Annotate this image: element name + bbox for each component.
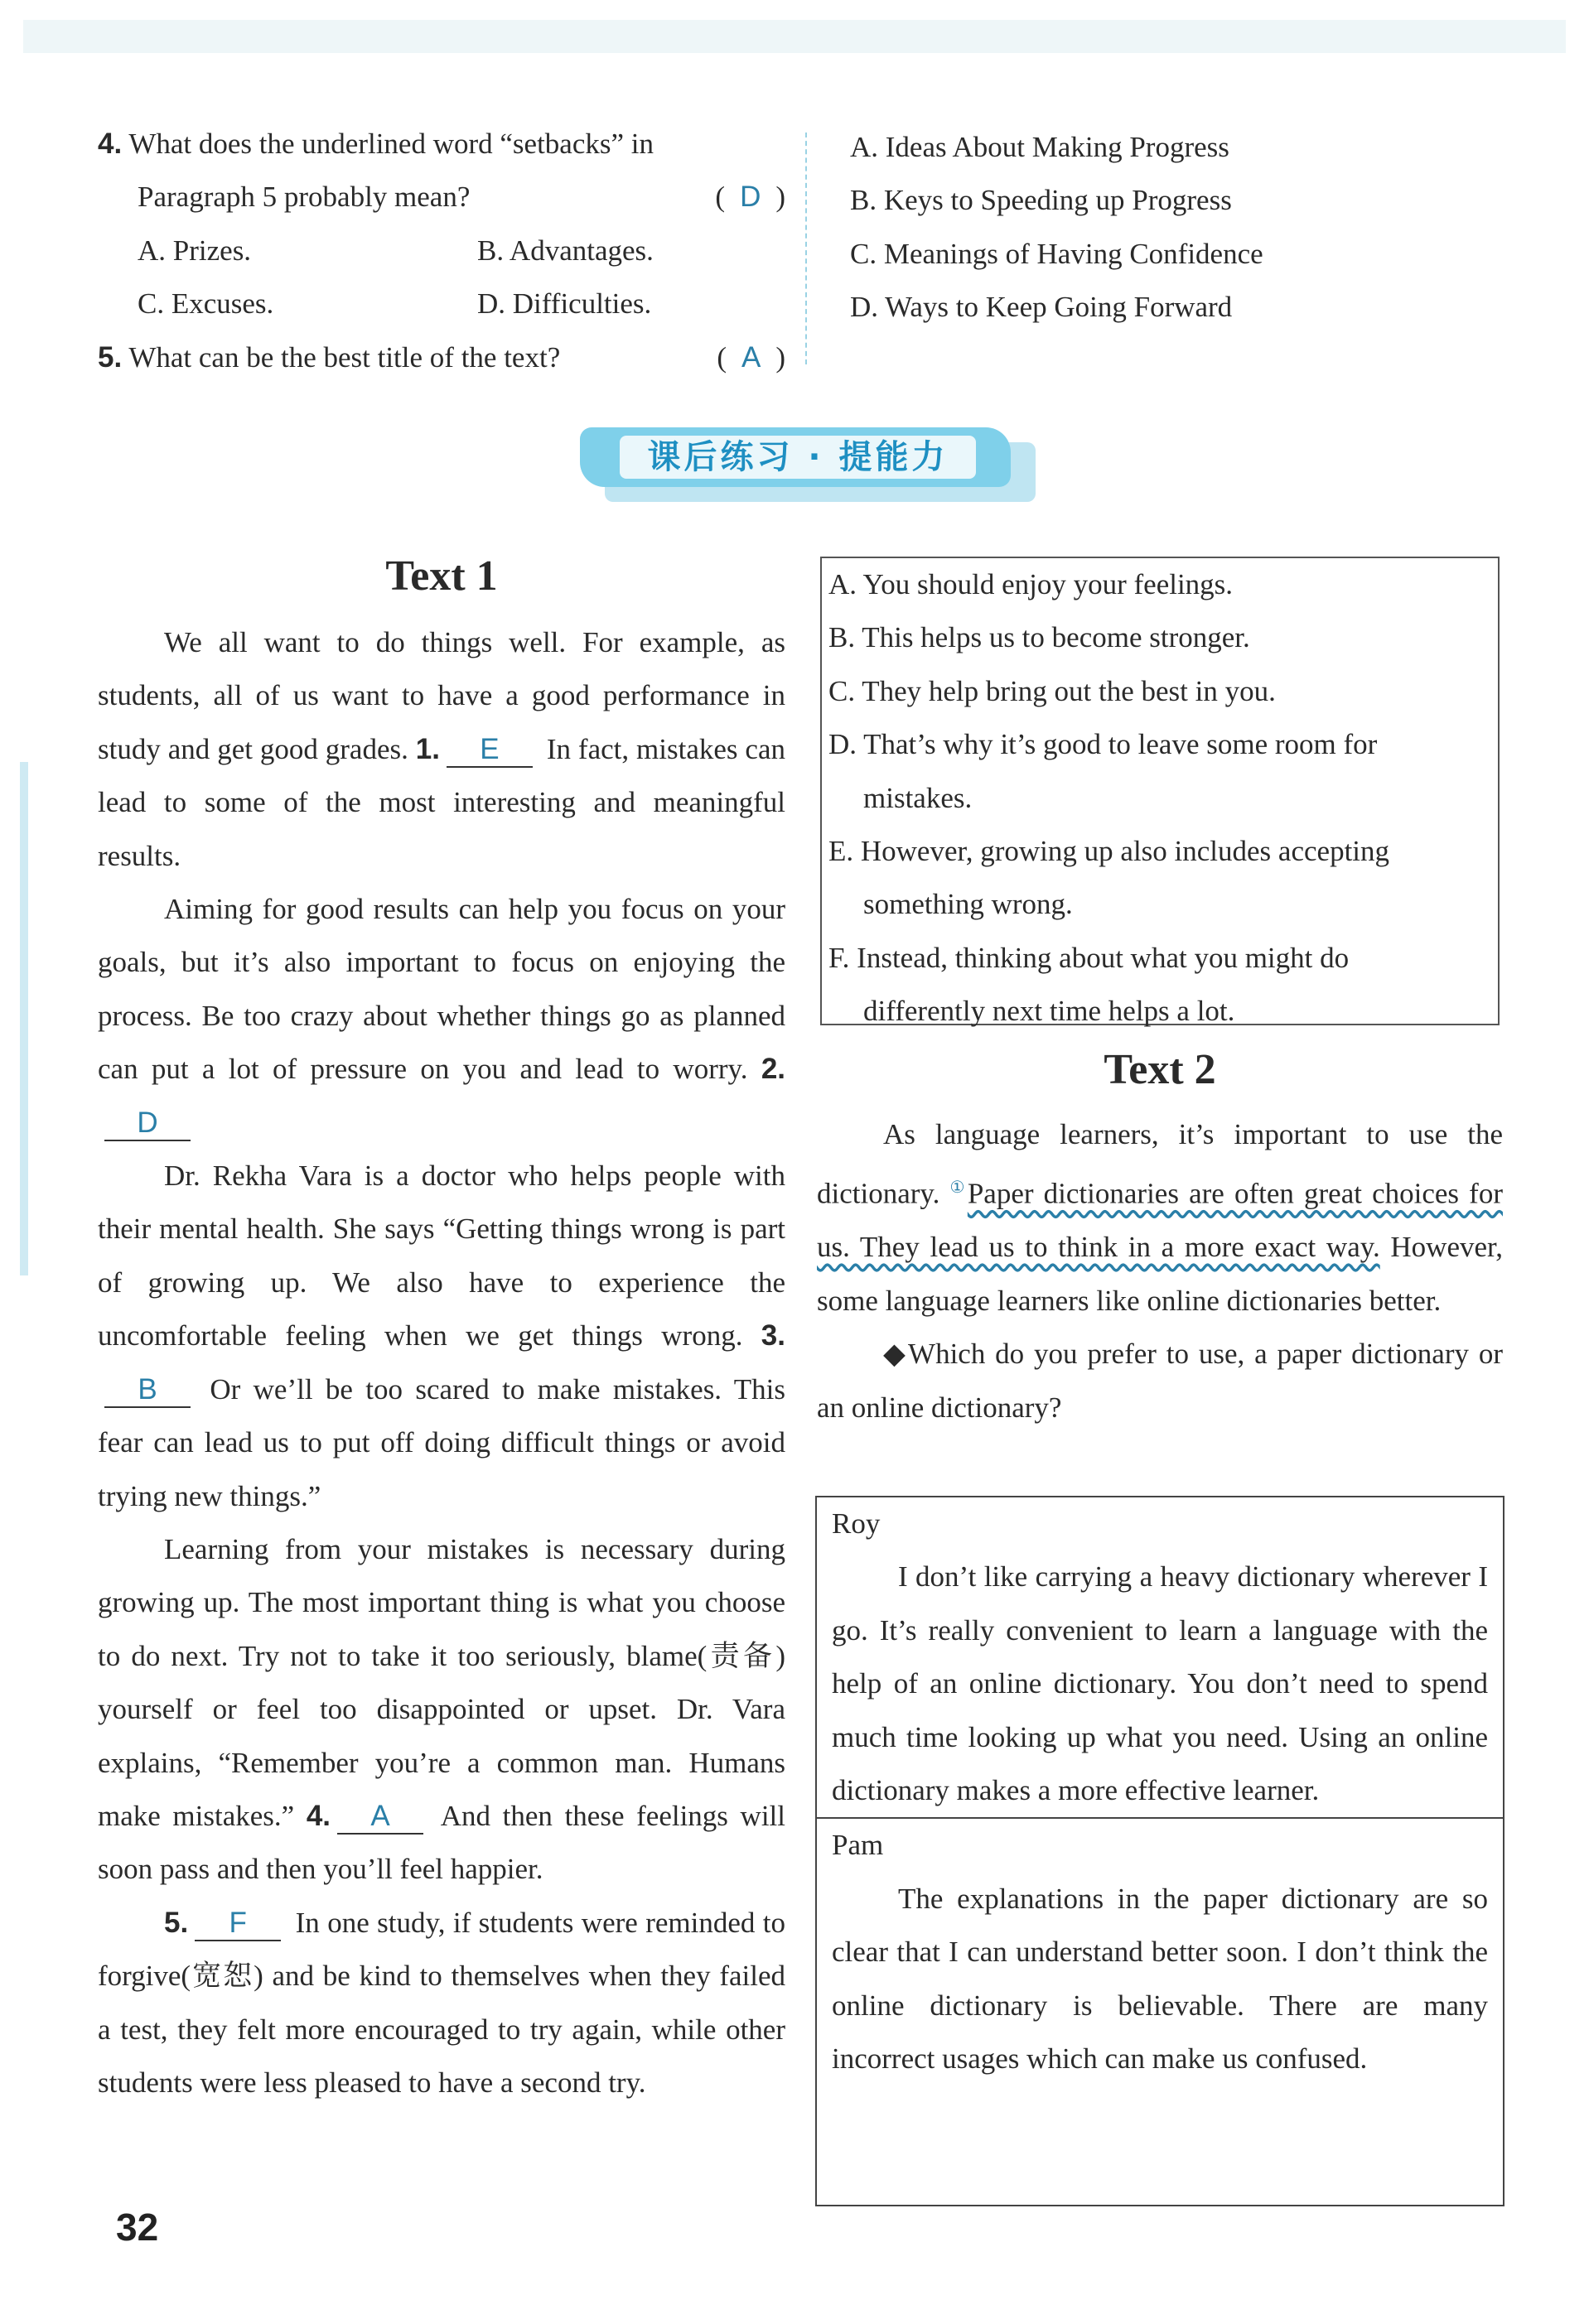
roy-opinion xyxy=(817,1497,1503,1817)
text1-paragraph-5: 5. F In one study, if students were reminded to forgive(宽恕) and be kind to themselves when they failed a test, they felt more encouraged to try again, while other students were less pleased to have a second try. xyxy=(98,1906,786,2099)
wavy-underlined-sentence: Paper dictionaries are often great choices for us. They lead us to think in a more exact way. xyxy=(817,1178,1503,1264)
blank-4-number: 4. xyxy=(306,1799,331,1832)
option-d: D. That’s why it’s good to leave some room for mistakes. xyxy=(828,728,1378,814)
q5-option-a: A. Ideas About Making Progress xyxy=(850,131,1229,163)
blank-1-number: 1. xyxy=(415,732,440,765)
option-f: F. Instead, thinking about what you might do differently next time helps a lot. xyxy=(828,941,1350,1028)
q5-answer-paren: ( A ) xyxy=(717,340,785,374)
diamond-icon: ◆ xyxy=(883,1338,909,1372)
q4-line2 xyxy=(98,171,785,224)
option-c: C. They help bring out the best in you. xyxy=(828,674,1276,707)
text2-intro: As language learners, it’s important to use the dictionary. ①Paper dictionaries are often great choices for us. They lead us to think in a more exact way. However, some language learners like online dictionaries better. xyxy=(817,1118,1504,1317)
q4-option-a: A. Prizes. xyxy=(138,234,252,267)
text2-question: ◆Which do you prefer to use, a paper dictionary or an online dictionary? xyxy=(817,1338,1503,1424)
q5-answer: A xyxy=(741,340,761,374)
text1-column xyxy=(98,543,785,2109)
text1-title: Text 1 xyxy=(385,552,498,600)
q4-number: 4. xyxy=(98,128,123,160)
top-decorative-band xyxy=(23,20,1566,53)
text2-title: Text 2 xyxy=(1104,1046,1216,1093)
q4-line1 xyxy=(98,118,785,171)
q4-text-line1: What does the underlined word “setbacks” in xyxy=(128,128,654,160)
q5-number: 5. xyxy=(98,340,123,374)
section-banner xyxy=(580,427,1044,507)
pam-name: Pam xyxy=(832,1829,884,1862)
option-a: A. You should enjoy your feelings. xyxy=(828,568,1234,600)
q4-option-d: D. Difficulties. xyxy=(477,287,652,321)
blank-5-answer: F xyxy=(195,1907,281,1941)
text1-paragraph-3: Dr. Rekha Vara is a doctor who helps people with their mental health. She says “Getting things wrong is part of growing up. We also have to experience the uncomfortable feeling when we get things wrong. 3.B Or we’ll be too scared to make mistakes. This fear can lead us to put off doing difficult things or avoid trying new things.” xyxy=(98,1160,786,1512)
q4-option-b: B. Advantages. xyxy=(477,234,654,267)
q4-answer-paren: ( D ) xyxy=(715,181,785,214)
q4-option-c: C. Excuses. xyxy=(138,287,274,321)
text2-column xyxy=(817,1035,1503,1434)
page-number: 32 xyxy=(116,2206,159,2249)
q5-text: What can be the best title of the text? xyxy=(128,340,561,374)
q5-option-b: B. Keys to Speeding up Progress xyxy=(850,184,1232,217)
blank-2-answer: D xyxy=(104,1107,191,1141)
side-decorative-band xyxy=(20,762,28,1275)
column-divider xyxy=(805,133,807,364)
q4-options-row2 xyxy=(98,277,785,330)
roy-text: I don’t like carrying a heavy dictionary wherever I go. It’s really convenient to learn a language with the help of an online dictionary. You don’t need to spend much time looking up what you need. Using an online dictionary makes a more effective learner. xyxy=(832,1560,1488,1807)
q4-answer: D xyxy=(740,181,761,214)
blank-1-answer: E xyxy=(447,733,533,768)
option-b: B. This helps us to become stronger. xyxy=(828,621,1250,654)
text1-paragraph-2: Aiming for good results can help you focus on your goals, but it’s also important to focus on enjoying the process. Be too crazy about whether things go as planned can put a lot of pressure on you and lead to worry. 2.D xyxy=(98,883,785,1150)
blank-3-number: 3. xyxy=(761,1319,785,1352)
pam-opinion xyxy=(817,1819,1503,2085)
q4-text-line2: Paragraph 5 probably mean? xyxy=(138,181,471,214)
opinions-box xyxy=(815,1496,1504,2206)
text1-paragraph-1: We all want to do things well. For example, as students, all of us want to have a good performance in study and get good grades. 1. E In fact, mistakes can lead to some of the most interesting and meaningful results. xyxy=(98,626,785,872)
q5-option-d: D. Ways to Keep Going Forward xyxy=(850,291,1233,324)
blank-5-number: 5. xyxy=(164,1906,189,1939)
blank-2-number: 2. xyxy=(761,1053,786,1086)
pam-text: The explanations in the paper dictionary are so clear that I can understand better soon. I don’t think the online dictionary is believable. There are many incorrect usages which can make us confused. xyxy=(832,1882,1488,2076)
blank-4-answer: A xyxy=(337,1800,423,1835)
banner-title: 课后练习 · 提能力 xyxy=(620,436,976,479)
q5-options xyxy=(850,121,1513,335)
top-questions-left xyxy=(98,118,785,384)
q4-options-row1 xyxy=(98,224,785,277)
text1-options-box xyxy=(820,557,1500,1028)
blank-3-answer: B xyxy=(104,1373,191,1408)
option-e: E. However, growing up also includes accepting something wrong. xyxy=(828,835,1390,921)
q5-line xyxy=(98,331,785,384)
sentence-marker: ① xyxy=(949,1179,968,1198)
roy-name: Roy xyxy=(832,1507,881,1540)
q5-option-c: C. Meanings of Having Confidence xyxy=(850,237,1263,270)
text1-paragraph-4: Learning from your mistakes is necessary during growing up. The most important thing is what you choose to do next. Try not to take it too seriously, blame(责备) yourself or feel too disappointed or upset. Dr. Vara explains, “Remember you’re a common man. Humans make mistakes.” 4. A And then these feelings will soon pass and then you’ll feel happier. xyxy=(98,1532,786,1886)
